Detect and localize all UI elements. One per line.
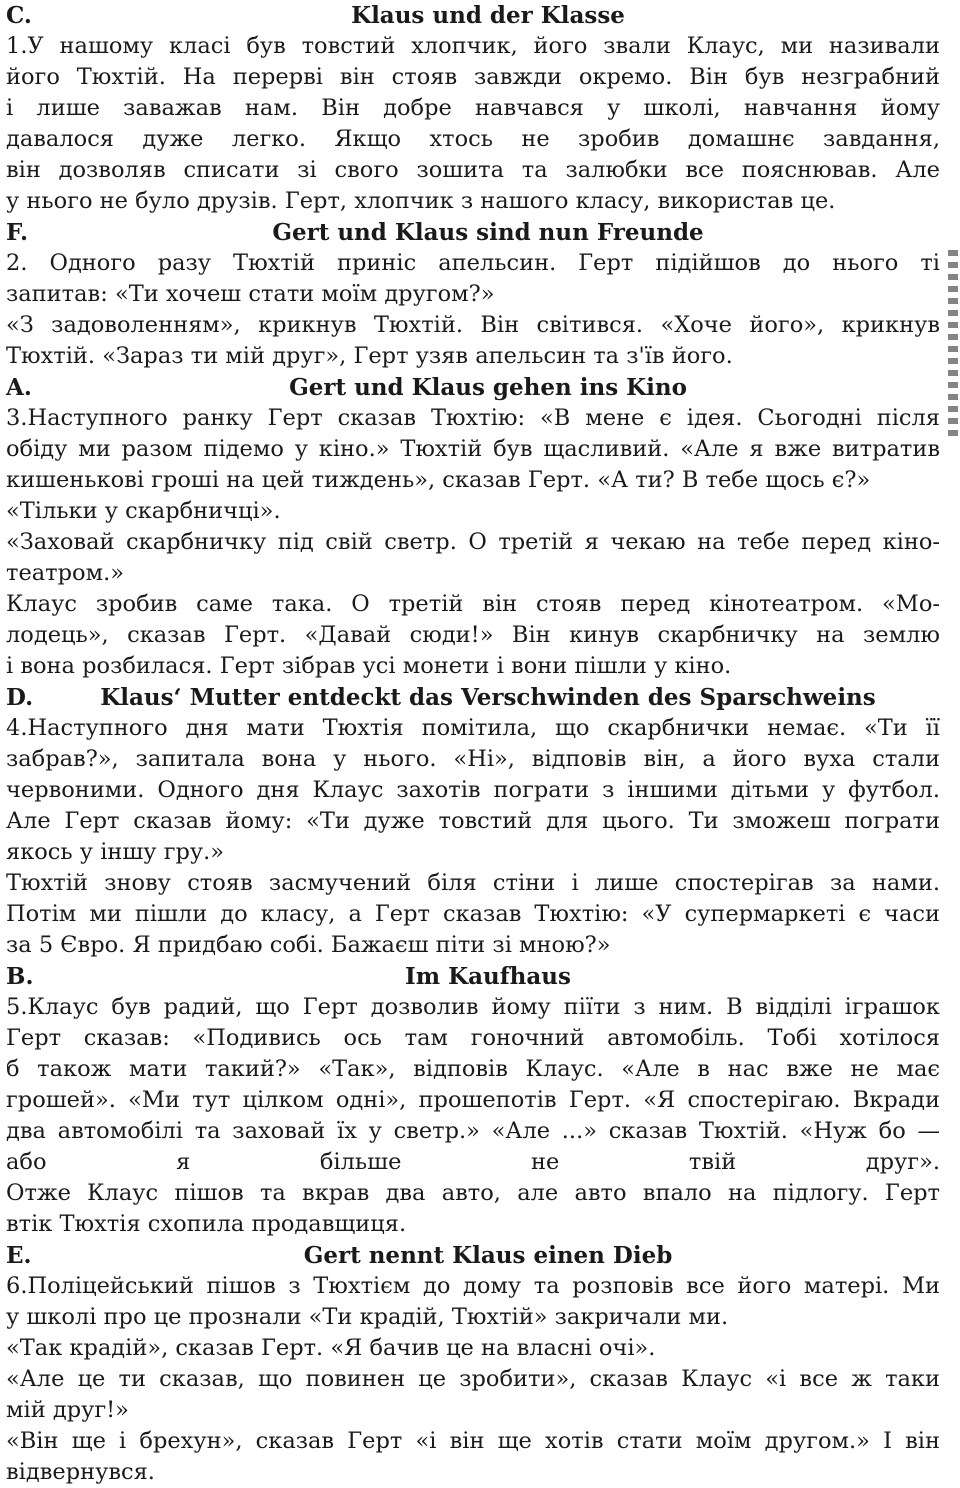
text-line: Клаус зробив саме така. О третій він стояв перед кінотеатром. «Мо- — [6, 591, 940, 617]
text-line: запитав: «Ти хочеш стати моїм другом?» — [6, 281, 495, 307]
section-title: Gert und Klaus sind nun Freunde — [272, 219, 704, 246]
section-paragraph — [6, 1271, 940, 1488]
section-title: Klaus‘ Mutter entdeckt das Verschwinden des Sparschweins — [100, 684, 876, 711]
story-content — [6, 0, 940, 1488]
text-line: якось у іншу гру.» — [6, 839, 225, 865]
text-line: Але Герт сказав йому: «Ти дуже товстий для цього. Ти зможеш пограти — [6, 808, 940, 834]
text-line: Тюхтій знову стояв засмучений біля стіни і лише спостерігав за нами. — [6, 870, 940, 896]
text-line: лодець», сказав Герт. «Давай сюди!» Він кинув скарбничку на землю — [6, 622, 940, 648]
text-line: його Тюхтій. На перерві він стояв завжди окремо. Він був незграбний — [6, 64, 940, 90]
text-line: у нього не було друзів. Герт, хлопчик з нашого класу, використав це. — [6, 188, 836, 214]
page-edge-mark — [948, 250, 958, 440]
section-e — [6, 1240, 940, 1488]
text-line: театром.» — [6, 560, 124, 586]
text-line: 6.Поліцейський пішов з Тюхтієм до дому та розповів все його матері. Ми — [6, 1273, 940, 1299]
section-letter: C. — [6, 2, 32, 29]
text-line: втік Тюхтія схопила продавщиця. — [6, 1211, 407, 1237]
text-line: б також мати такий?» «Так», відповів Клаус. «Але в нас вже не має — [6, 1056, 940, 1082]
text-line: «Але це ти сказав, що повинен це зробити», сказав Клаус «і все ж таки — [6, 1366, 940, 1392]
text-line: «Тільки у скарбничці». — [6, 498, 281, 524]
text-line: грошей». «Ми тут цілком одні», прошепотів Герт. «Я спостерігаю. Вкради — [6, 1087, 940, 1113]
section-title: Gert nennt Klaus einen Dieb — [303, 1242, 673, 1269]
section-letter: F. — [6, 219, 29, 246]
text-line: і вона розбилася. Герт зібрав усі монети і вони пішли у кіно. — [6, 653, 732, 679]
section-heading — [6, 0, 940, 31]
section-paragraph — [6, 713, 940, 961]
text-line: забрав?», запитала вона у нього. «Ні», відповів він, а його вуха стали — [6, 746, 940, 772]
text-line: обіду ми разом підемо у кіно.» Тюхтій був щасливий. «Але я вже витратив — [6, 436, 940, 462]
text-line: «Заховай скарбничку під свій светр. О третій я чекаю на тебе перед кіно- — [6, 529, 940, 555]
section-paragraph — [6, 31, 940, 217]
section-paragraph — [6, 248, 940, 372]
section-c — [6, 0, 940, 217]
text-line: Тюхтій. «Зараз ти мій друг», Герт узяв апельсин та з'їв його. — [6, 343, 733, 369]
text-line: Отже Клаус пішов та вкрав два авто, але авто впало на підлогу. Герт — [6, 1180, 940, 1206]
section-b — [6, 961, 940, 1240]
section-d — [6, 682, 940, 961]
text-line: і лише заважав нам. Він добре навчався у школі, навчання йому — [6, 95, 940, 121]
text-line: 3.Наступного ранку Герт сказав Тюхтію: «В мене є ідея. Сьогодні після — [6, 405, 940, 431]
section-heading — [6, 961, 940, 992]
text-line: Потім ми пішли до класу, а Герт сказав Тюхтію: «У супермаркеті є часи — [6, 901, 940, 927]
section-heading — [6, 1240, 940, 1271]
section-letter: B. — [6, 963, 34, 990]
section-title: Gert und Klaus gehen ins Kino — [289, 374, 687, 401]
section-heading — [6, 217, 940, 248]
text-line: два автомобілі та заховай їх у светр.» «Але ...» сказав Тюхтій. «Нуж бо — — [6, 1118, 940, 1144]
section-title: Im Kaufhaus — [405, 963, 571, 990]
text-line: «Так крадій», сказав Герт. «Я бачив це на власні очі». — [6, 1335, 656, 1361]
section-letter: E. — [6, 1242, 32, 1269]
text-line: 5.Клаус був радий, що Герт дозволив йому піїти з ним. В відділі іграшок — [6, 994, 940, 1020]
text-line: 4.Наступного дня мати Тюхтія помітила, що скарбнички немає. «Ти її — [6, 715, 940, 741]
section-a — [6, 372, 940, 682]
section-f — [6, 217, 940, 372]
section-letter: A. — [6, 374, 32, 401]
text-line: у школі про це прознали «Ти крадій, Тюхтій» закричали ми. — [6, 1304, 729, 1330]
text-line: кишенькові гроші на цей тиждень», сказав Герт. «А ти? В тебе щось є?» — [6, 467, 871, 493]
text-line: за 5 Євро. Я придбаю собі. Бажаєш піти зі мною?» — [6, 932, 611, 958]
section-heading — [6, 682, 940, 713]
text-line: «З задоволенням», крикнув Тюхтій. Він світився. «Хоче його», крикнув — [6, 312, 940, 338]
section-heading — [6, 372, 940, 403]
text-line: або я більше не твій друг». — [6, 1149, 940, 1175]
section-paragraph — [6, 403, 940, 682]
text-line: мій друг!» — [6, 1397, 129, 1423]
text-line: червоними. Одного дня Клаус захотів пограти з іншими дітьми у футбол. — [6, 777, 940, 803]
section-letter: D. — [6, 684, 34, 711]
text-line: він дозволяв списати зі свого зошита та залюбки все пояснював. Але — [6, 157, 940, 183]
text-line: 1.У нашому класі був товстий хлопчик, його звали Клаус, ми називали — [6, 33, 940, 59]
text-line: відвернувся. — [6, 1459, 155, 1485]
text-line: давалося дуже легко. Якщо хтось не зробив домашнє завдання, — [6, 126, 940, 152]
text-line: Герт сказав: «Подивись ось там гоночний автомобіль. Тобі хотілося — [6, 1025, 940, 1051]
section-paragraph — [6, 992, 940, 1240]
text-line: «Він ще і брехун», сказав Герт «і він ще хотів стати моїм другом.» І він — [6, 1428, 940, 1454]
section-title: Klaus und der Klasse — [351, 2, 625, 29]
text-line: 2. Одного разу Тюхтій приніс апельсин. Герт підійшов до нього ті — [6, 250, 940, 276]
